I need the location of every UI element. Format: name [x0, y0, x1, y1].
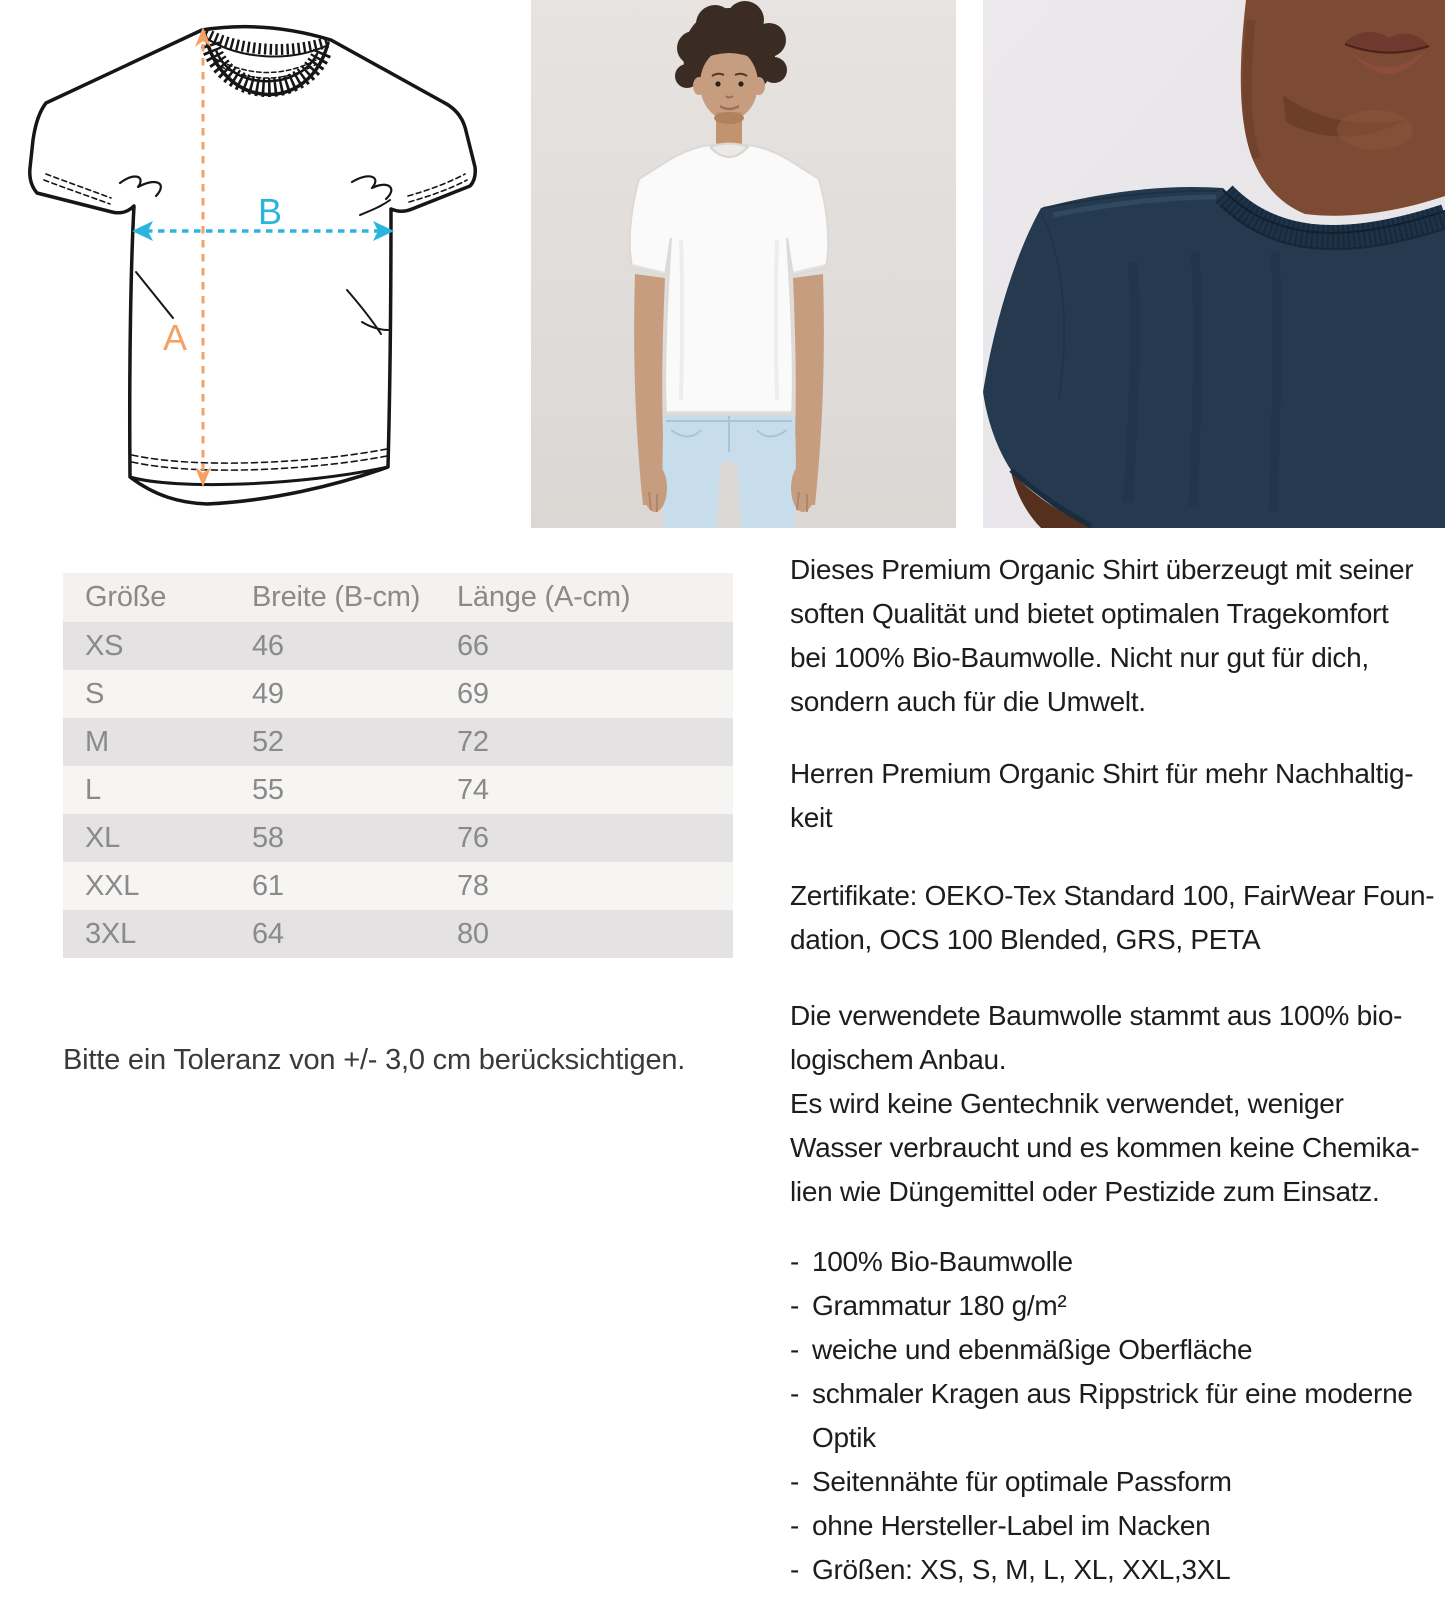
list-item — [790, 1372, 1445, 1416]
list-item-text: Grammatur 180 g/m² — [812, 1290, 1067, 1321]
description-paragraph — [790, 994, 1445, 1214]
model-front-photo — [531, 0, 956, 528]
text-line: Zertifikate: OEKO-Tex Standard 100, FairWear Foun- — [790, 880, 1435, 911]
text-line: bei 100% Bio-Baumwolle. Nicht nur gut für dich, — [790, 642, 1369, 673]
size-table — [63, 573, 733, 958]
bullet-dash: - — [790, 1554, 800, 1585]
description-paragraph — [790, 752, 1445, 840]
bullet-dash: - — [790, 1246, 800, 1277]
cell-width: 58 — [252, 821, 284, 854]
description-paragraph — [790, 874, 1445, 962]
cell-size: XXL — [85, 869, 140, 902]
cell-width: 64 — [252, 917, 284, 950]
text-line: Herren Premium Organic Shirt für mehr Nachhaltig- — [790, 758, 1414, 789]
label-b: B — [257, 191, 283, 232]
cell-length: 69 — [457, 677, 489, 710]
bullet-dash: - — [790, 1290, 800, 1321]
list-item — [790, 1460, 1445, 1504]
cell-length: 80 — [457, 917, 489, 950]
cell-length: 72 — [457, 725, 489, 758]
cell-size: M — [85, 725, 109, 758]
text-line: sondern auch für die Umwelt. — [790, 686, 1146, 717]
text-line: lien wie Düngemittel oder Pestizide zum Einsatz. — [790, 1176, 1380, 1207]
table-row — [63, 622, 733, 670]
list-item-text: Optik — [812, 1422, 876, 1453]
list-item-text: Seitennähte für optimale Passform — [812, 1466, 1232, 1497]
list-item — [790, 1548, 1445, 1592]
text-line: soften Qualität und bietet optimalen Tragekomfort — [790, 598, 1389, 629]
cell-width: 46 — [252, 629, 284, 662]
text-line: keit — [790, 802, 833, 833]
bullet-dash: - — [790, 1510, 800, 1541]
text-line: dation, OCS 100 Blended, GRS, PETA — [790, 924, 1261, 955]
cell-length: 76 — [457, 821, 489, 854]
cell-width: 55 — [252, 773, 284, 806]
col-header-width: Breite (B-cm) — [252, 581, 421, 613]
list-item — [790, 1504, 1445, 1548]
table-row — [63, 862, 733, 910]
table-row — [63, 766, 733, 814]
list-item — [790, 1284, 1445, 1328]
list-item-text: 100% Bio-Baumwolle — [812, 1246, 1073, 1277]
cell-size: XS — [85, 629, 124, 662]
table-row — [63, 670, 733, 718]
list-item-text: ohne Hersteller-Label im Nacken — [812, 1510, 1211, 1541]
description-paragraph — [790, 548, 1445, 724]
cell-size: L — [85, 773, 101, 806]
list-item-text: Größen: XS, S, M, L, XL, XXL,3XL — [812, 1554, 1231, 1585]
tolerance-note: Bitte ein Toleranz von +/- 3,0 cm berücksichtigen. — [63, 1044, 686, 1076]
list-item-continuation — [790, 1416, 1445, 1460]
fabric-detail-photo — [983, 0, 1445, 528]
text-line: Die verwendete Baumwolle stammt aus 100% bio- — [790, 1000, 1403, 1031]
text-line: Dieses Premium Organic Shirt überzeugt mit seiner — [790, 554, 1414, 585]
product-description — [790, 548, 1445, 1592]
cell-width: 52 — [252, 725, 284, 758]
bullet-dash: - — [790, 1334, 800, 1365]
list-item-text: schmaler Kragen aus Rippstrick für eine moderne — [812, 1378, 1413, 1409]
table-row — [63, 718, 733, 766]
label-a: A — [162, 317, 188, 358]
bullet-dash: - — [790, 1378, 800, 1409]
cell-size: S — [85, 677, 105, 710]
list-item-text: weiche und ebenmäßige Oberfläche — [812, 1334, 1253, 1365]
text-line: Es wird keine Gentechnik verwendet, weniger — [790, 1088, 1344, 1119]
table-row — [63, 910, 733, 958]
list-item — [790, 1328, 1445, 1372]
list-item — [790, 1240, 1445, 1284]
table-row — [63, 814, 733, 862]
cell-width: 49 — [252, 677, 284, 710]
text-line: Wasser verbraucht und es kommen keine Chemika- — [790, 1132, 1420, 1163]
col-header-size: Größe — [85, 581, 167, 613]
tshirt-outline-drawing — [30, 27, 476, 504]
cell-size: 3XL — [85, 917, 136, 950]
cell-size: XL — [85, 821, 121, 854]
size-diagram — [0, 0, 500, 520]
cell-length: 74 — [457, 773, 489, 806]
cell-length: 66 — [457, 629, 489, 662]
feature-list — [790, 1240, 1445, 1592]
text-line: logischem Anbau. — [790, 1044, 1007, 1075]
size-table-header — [63, 573, 733, 622]
bullet-dash: - — [790, 1466, 800, 1497]
cell-width: 61 — [252, 869, 284, 902]
cell-length: 78 — [457, 869, 489, 902]
col-header-length: Länge (A-cm) — [457, 581, 631, 613]
